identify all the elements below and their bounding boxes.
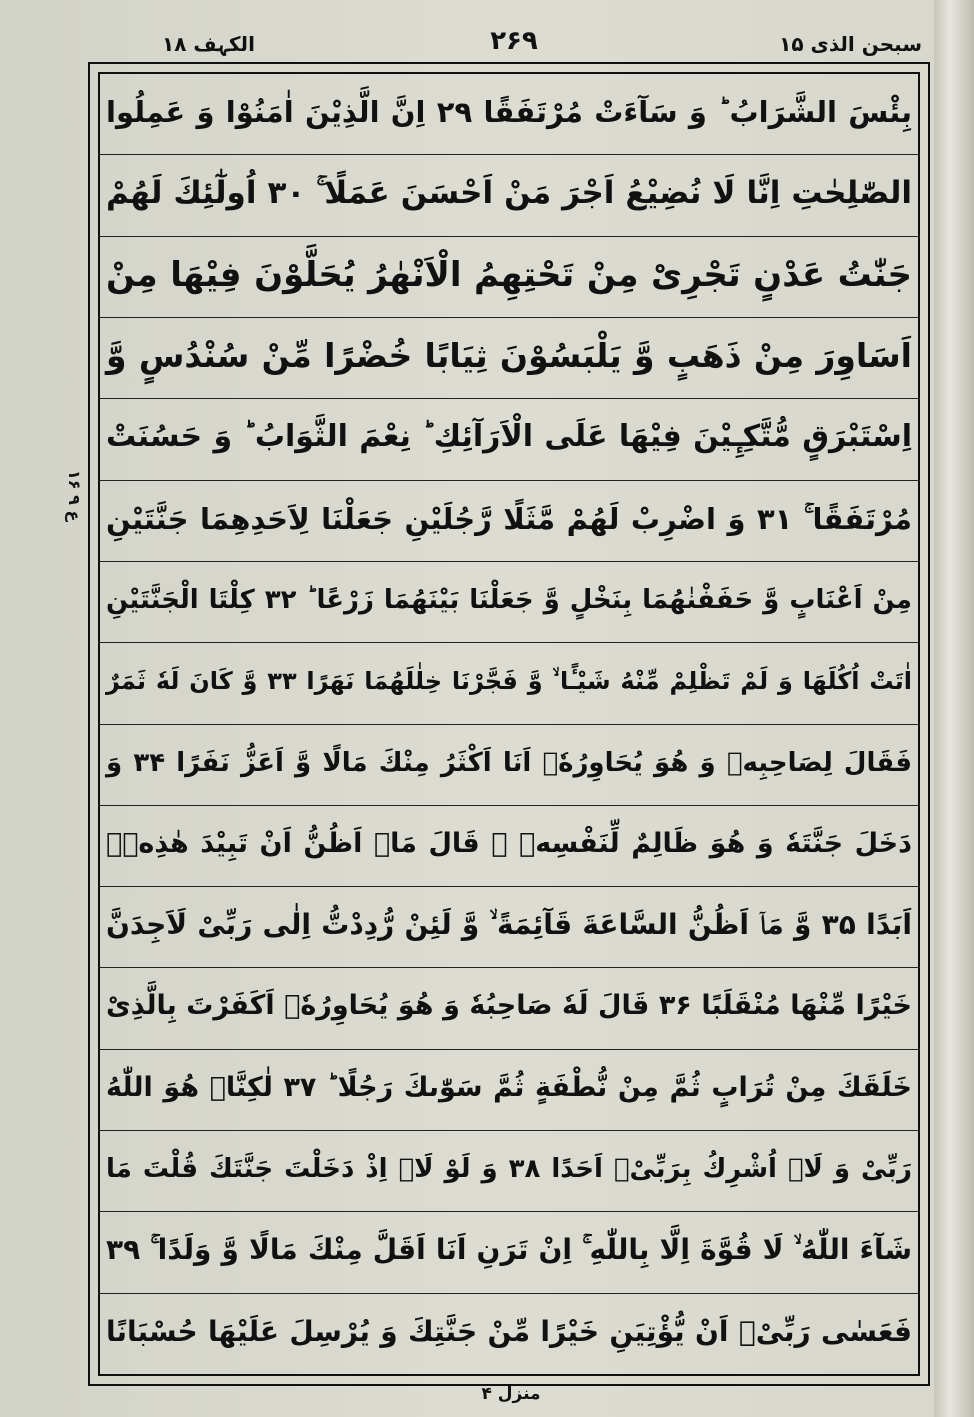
- text-line: بِئْسَ الشَّرَابُ ؕ وَ سَآءَتْ مُرْتَفَقًا ۲۹ اِنَّ الَّذِیْنَ اٰمَنُوْا وَ عَمِلُوا: [98, 74, 920, 155]
- para-title: سبحن الذی ۱۵: [779, 32, 922, 56]
- text-line: جَنّٰتُ عَدْنٍ تَجْرِیْ مِنْ تَحْتِهِمُ الْاَنْهٰرُ یُحَلَّوْنَ فِیْهَا مِنْ: [98, 237, 920, 318]
- book-spine: [934, 0, 974, 1417]
- text-line: فَقَالَ لِصَاحِبِهٖ وَ هُوَ یُحَاوِرُهٗۤ اَنَا اَكْثَرُ مِنْكَ مَالًا وَّ اَعَزُّ نَفَرًا ۳۴ وَ: [98, 725, 920, 806]
- page-header: [92, 26, 928, 64]
- text-line: اَسَاوِرَ مِنْ ذَهَبٍ وَّ یَلْبَسُوْنَ ثِیَابًا خُضْرًا مِّنْ سُنْدُسٍ وَّ: [98, 318, 920, 399]
- text-line: فَعَسٰى رَبِّیْۤ اَنْ یُّؤْتِیَنِ خَیْرًا مِّنْ جَنَّتِكَ وَ یُرْسِلَ عَلَیْهَا حُسْبَانًا: [106, 1314, 912, 1348]
- text-line: اَبَدًا ۳۵ وَّ مَاۤ اَظُنُّ السَّاعَةَ قَآئِمَةً ۙ وَّ لَئِنْ رُّدِدْتُّ اِلٰى رَبِّیْ لَاَجِدَنَّ: [98, 887, 920, 968]
- text-line: خَلَقَكَ مِنْ تُرَابٍ ثُمَّ مِنْ نُّطْفَةٍ ثُمَّ سَوّٰىكَ رَجُلًا ؕ ۳۷ لٰكِنَّا۠ هُوَ اللّٰهُ: [98, 1050, 920, 1131]
- manzil-label: منزل ۴: [481, 1384, 541, 1404]
- text-line: خَیْرًا مِّنْهَا مُنْقَلَبًا ۳۶ قَالَ لَهٗ صَاحِبُهٗ وَ هُوَ یُحَاوِرُهٗۤ اَكَفَرْتَ بِالَّذِیْ: [98, 968, 920, 1049]
- text-line: مُرْتَفَقًا ۚ ۳۱ وَ اضْرِبْ لَهُمْ مَّثَلًا رَّجُلَیْنِ جَعَلْنَا لِاَحَدِهِمَا جَنَّتَیْنِ: [98, 481, 920, 562]
- text-line: شَآءَ اللّٰهُ ۙ لَا قُوَّةَ اِلَّا بِاللّٰهِ ۚ اِنْ تَرَنِ اَنَا اَقَلَّ مِنْكَ مَالًا وَّ وَلَدًا ۚ ۳۹: [98, 1212, 920, 1293]
- text-line: رَبِّیْ وَ لَاۤ اُشْرِكُ بِرَبِّیْۤ اَحَدًا ۳۸ وَ لَوْ لَاۤ اِذْ دَخَلْتَ جَنَّتَكَ قُلْتَ مَا: [98, 1131, 920, 1212]
- text-line: الصّٰلِحٰتِ اِنَّا لَا نُضِیْعُ اَجْرَ مَنْ اَحْسَنَ عَمَلًا ۚ ۳۰ اُولٰٓئِكَ لَهُمْ: [98, 155, 920, 236]
- surah-title: الکہف ۱۸: [162, 32, 255, 56]
- ruku-marker: ع ۹ ۱۶: [65, 470, 84, 522]
- text-line: دَخَلَ جَنَّتَهٗ وَ هُوَ ظَالِمٌ لِّنَفْسِهٖ ۚ قَالَ مَاۤ اَظُنُّ اَنْ تَبِیْدَ هٰذِهٖۤ: [98, 806, 920, 887]
- text-block: [98, 74, 920, 1374]
- page-number: ۲۶۹: [490, 26, 538, 56]
- text-line: اِسْتَبْرَقٍ مُّتَّكِـِٕیْنَ فِیْهَا عَلَى الْاَرَآئِكِ ؕ نِعْمَ الثَّوَابُ ؕ وَ حَسُنَتْ: [98, 399, 920, 480]
- text-line: اٰتَتْ اُكُلَهَا وَ لَمْ تَظْلِمْ مِّنْهُ شَیْـًٔا ۙ وَّ فَجَّرْنَا خِلٰلَهُمَا نَهَرًا ۳۳ وَّ كَانَ لَهٗ ثَمَرٌ: [98, 643, 920, 724]
- text-line: مِنْ اَعْنَابٍ وَّ حَفَفْنٰهُمَا بِنَخْلٍ وَّ جَعَلْنَا بَیْنَهُمَا زَرْعًا ؕ ۳۲ كِلْتَا الْجَنَّتَیْنِ: [98, 562, 920, 643]
